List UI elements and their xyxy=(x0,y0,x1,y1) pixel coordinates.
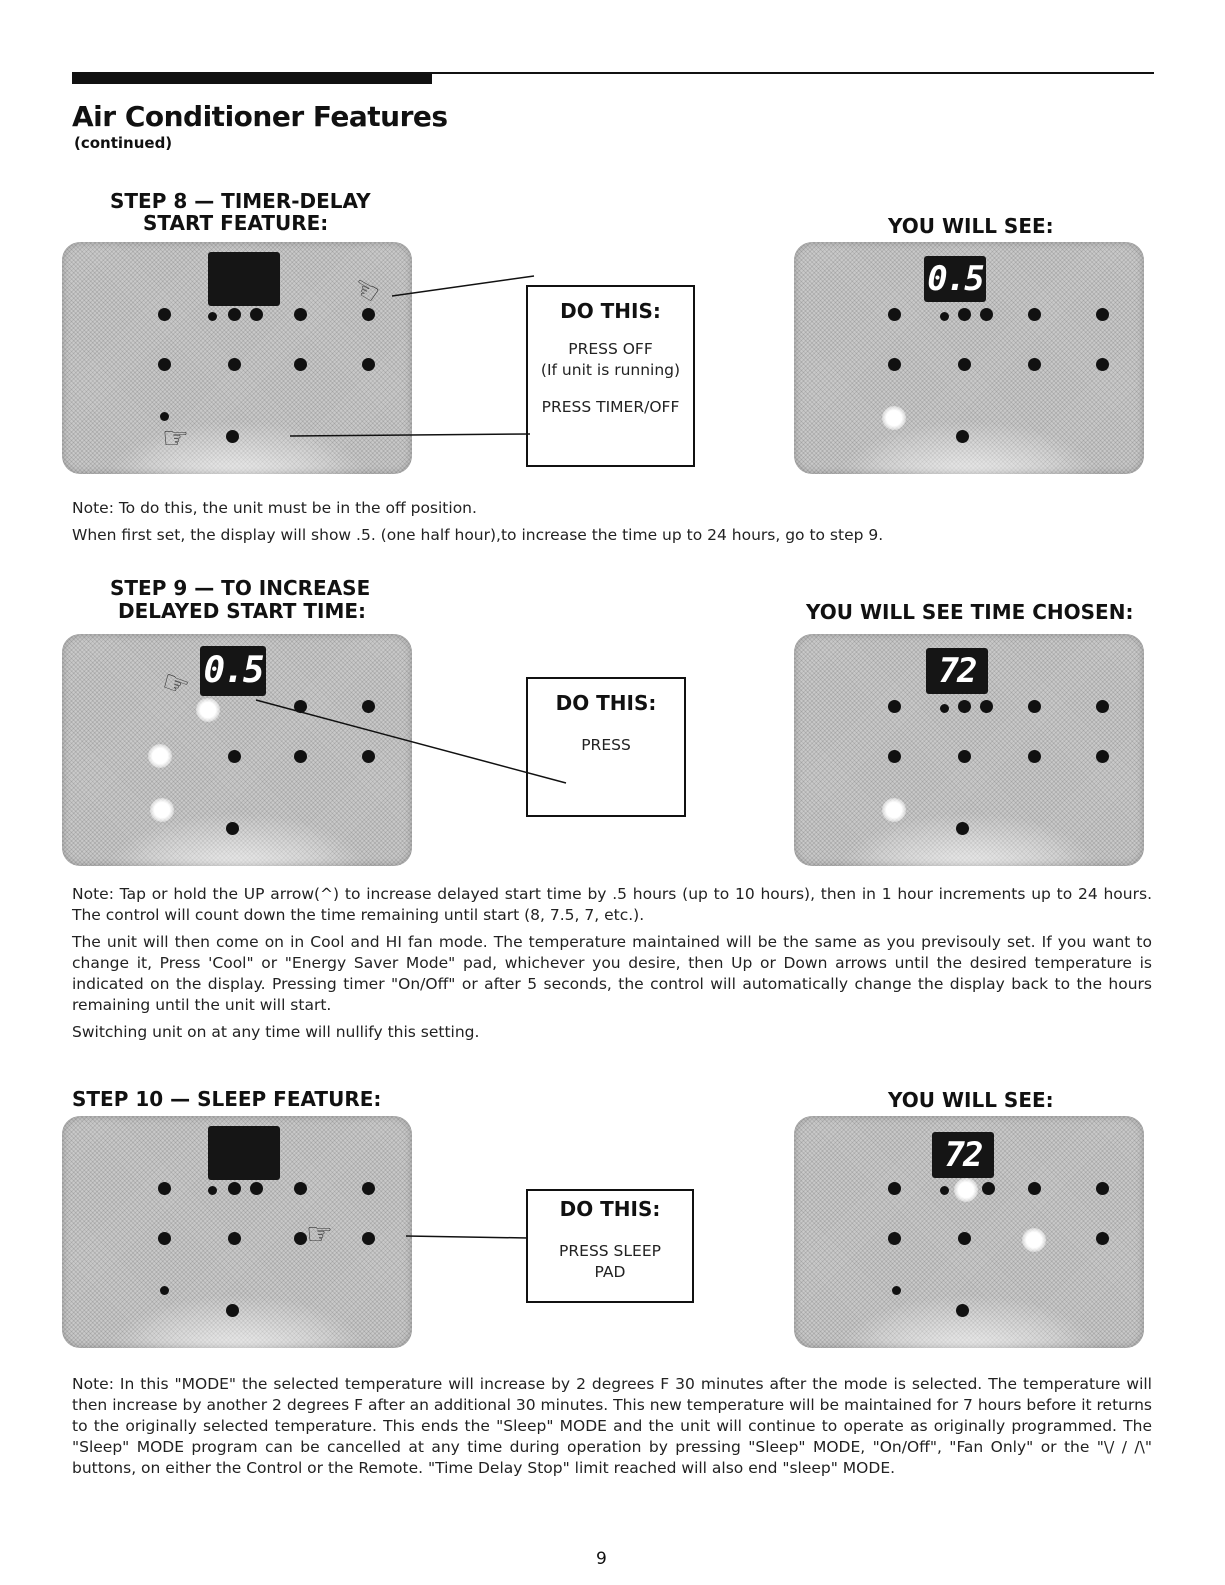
step9-you-will-see: YOU WILL SEE TIME CHOSEN: xyxy=(806,600,1134,624)
step8-display-after: 0.5 xyxy=(924,256,986,302)
step10-do-this-line2: PAD xyxy=(594,1263,626,1281)
page-subtitle: (continued) xyxy=(74,134,173,152)
step9-do-this-line1: PRESS xyxy=(581,736,631,754)
step10-display-after: 72 xyxy=(932,1132,994,1178)
pointing-hand-icon: ☞ xyxy=(306,1217,333,1252)
leader-line xyxy=(256,700,566,783)
step9-display-before: 0.5 xyxy=(200,646,266,696)
step10-title: STEP 10 — SLEEP FEATURE: xyxy=(72,1087,382,1111)
pointing-hand-icon: ☞ xyxy=(162,421,189,456)
step8-note-1: Note: To do this, the unit must be in the off position. xyxy=(72,499,477,517)
step8-you-will-see: YOU WILL SEE: xyxy=(888,214,1054,238)
step9-title-line2: DELAYED START TIME: xyxy=(118,599,367,623)
pointing-hand-icon: ☜ xyxy=(345,268,387,313)
step10-you-will-see: YOU WILL SEE: xyxy=(888,1088,1054,1112)
step9-display-after: 72 xyxy=(926,648,988,694)
step9-title-line1: STEP 9 — TO INCREASE xyxy=(110,576,371,600)
step8-do-this-heading: DO THIS: xyxy=(560,299,661,323)
page-title: Air Conditioner Features xyxy=(72,100,448,133)
step8-do-this-line3: PRESS TIMER/OFF xyxy=(541,398,680,416)
step8-note-2: When first set, the display will show .5. (one half hour),to increase the time up to 24 hours, go to step 9. xyxy=(72,526,884,544)
step8-title-line2: START FEATURE: xyxy=(143,211,329,235)
step9-note-2: The unit will then come on in Cool and HI fan mode. The temperature maintained will be the same as you previsouly set. If you want to change it, Press 'Cool" or "Energy Saver Mode" pad, whichever you desire, then Up or Down arrows until the desired temperature is indicated on the display. Pressing timer "On/Off" or after 5 seconds, the control will automatically change the display back to the hours remaining until the unit will start. xyxy=(72,933,1152,1014)
step10-note-1: Note: In this "MODE" the selected temperature will increase by 2 degrees F 30 minutes after the mode is selected. The temperature will then increase by another 2 degrees F after an additional 30 minutes. This new temperature will be maintained for 7 hours before it returns to the originally selected temperature. This ends the "Sleep" MODE and the unit will continue to operate as originally programmed. The "Sleep" MODE program can be cancelled at any time during operation by pressing "Sleep" MODE, "On/Off", "Fan Only" or the "\/ / /\" buttons, on either the Control or the Remote. "Time Delay Stop" limit reached will also end "sleep" MODE. xyxy=(72,1375,1152,1477)
step9-do-this-heading: DO THIS: xyxy=(555,691,657,715)
step10-do-this-heading: DO THIS: xyxy=(559,1197,661,1221)
step8-do-this-line2: (If unit is running) xyxy=(540,361,681,379)
page-number: 9 xyxy=(596,1549,607,1569)
pointing-hand-icon: ☞ xyxy=(156,663,195,706)
leader-line xyxy=(290,434,530,436)
leader-line xyxy=(406,1236,528,1238)
step9-note-3: Switching unit on at any time will nullify this setting. xyxy=(72,1023,480,1041)
step10-do-this-line1: PRESS SLEEP xyxy=(559,1242,661,1260)
step8-do-this-line1: PRESS OFF xyxy=(568,340,653,358)
step8-title-line1: STEP 8 — TIMER-DELAY xyxy=(110,189,371,213)
leader-line xyxy=(392,276,534,296)
step9-note-1: Note: Tap or hold the UP arrow(^) to increase delayed start time by .5 hours (up to 10 hours), then in 1 hour increments up to 24 hours. The control will count down the time remaining until start (8, 7.5, 7, etc.). xyxy=(72,885,1152,924)
